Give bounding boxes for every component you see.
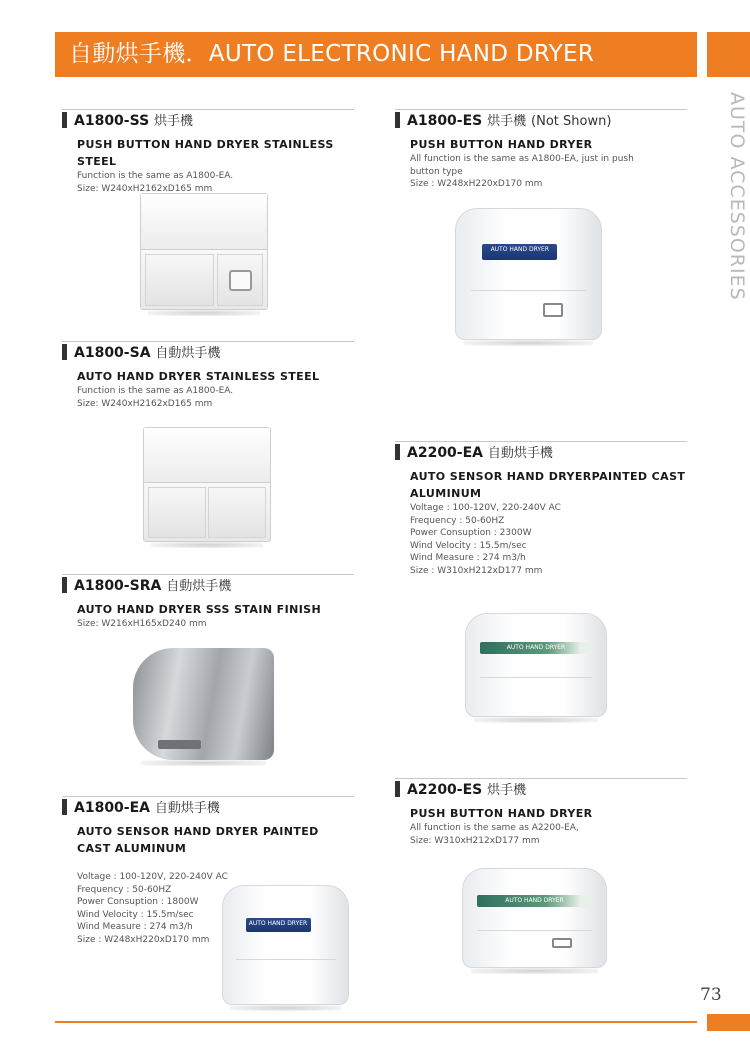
spec-line: Voltage : 100-120V, 220-240V AC	[77, 872, 228, 882]
page-number: 73	[700, 985, 722, 1005]
spec-line: Wind Velocity : 15.5m/sec	[77, 909, 194, 920]
product-code: A2200-EA 自動烘手機	[407, 445, 553, 461]
spec-line: Size : W310xH212xD177 mm	[410, 565, 543, 576]
spec-line: All function is the same as A2200-EA,	[410, 823, 579, 833]
dryer-photo-a1800-ea	[222, 885, 349, 1005]
spec-line: Function is the same as A1800-EA.	[77, 386, 234, 396]
brand-label: AUTO HAND DRYER	[482, 244, 557, 260]
product-code: A1800-SS 烘手機	[74, 113, 194, 129]
product-code: A1800-SRA 自動烘手機	[74, 578, 232, 594]
push-button-icon	[543, 303, 563, 317]
brand-label: AUTO HAND DRYER	[477, 895, 591, 907]
brand-label: AUTO HAND DRYER	[246, 918, 311, 932]
dryer-photo-a1800-es	[455, 208, 602, 340]
header-tab	[707, 32, 750, 77]
product-code: A1800-EA 自動烘手機	[74, 800, 220, 816]
product-a2200-ea	[395, 439, 687, 577]
product-name: AUTO SENSOR HAND DRYER PAINTED CAST ALUMINUM	[77, 825, 319, 855]
spec-line: Wind Measure : 274 m3/h	[410, 553, 526, 563]
product-name: PUSH BUTTON HAND DRYER	[410, 138, 593, 151]
spec-line: Power Consuption : 1800W	[77, 897, 199, 907]
spec-line: Voltage : 100-120V, 220-240V AC	[410, 503, 561, 513]
product-a1800-ss	[62, 107, 354, 195]
product-name: AUTO HAND DRYER STAINLESS STEEL	[77, 370, 320, 383]
dryer-photo-a2200-es	[462, 868, 607, 968]
spec-line: Size: W310xH212xD177 mm	[410, 835, 540, 846]
product-a1800-es	[395, 107, 687, 191]
spec-line: Size: W216xH165xD240 mm	[77, 619, 207, 629]
spec-line: Power Consuption : 2300W	[410, 528, 532, 538]
spec-line: button type	[410, 166, 463, 177]
product-a1800-sa	[62, 339, 354, 410]
dryer-photo-a1800-ss	[140, 193, 268, 310]
product-name: PUSH BUTTON HAND DRYER STAINLESS STEEL	[77, 138, 334, 168]
product-name: PUSH BUTTON HAND DRYER	[410, 807, 593, 820]
push-button-icon	[552, 938, 572, 949]
product-name: AUTO SENSOR HAND DRYERPAINTED CAST ALUMINUM	[410, 470, 686, 500]
spec-line: Size : W248xH220xD170 mm	[410, 179, 543, 189]
product-code: A1800-ES 烘手機 (Not Shown)	[407, 113, 612, 129]
header-title: 自動烘手機．AUTO ELECTRONIC HAND DRYER	[69, 41, 595, 67]
dryer-photo-a1800-sa	[143, 427, 271, 542]
spec-line: Size: W240xH2162xD165 mm	[77, 398, 213, 409]
spec-line: Wind Velocity : 15.5m/sec	[410, 540, 527, 551]
product-a2200-es	[395, 776, 687, 847]
page-header	[55, 32, 697, 77]
spec-line: Function is the same as A1800-EA.	[77, 171, 234, 181]
spec-line: All function is the same as A1800-EA, just in push	[410, 154, 634, 164]
spec-line: Wind Measure : 274 m3/h	[77, 922, 193, 932]
product-a1800-sra	[62, 572, 354, 631]
footer-tab	[707, 1014, 750, 1031]
product-name: AUTO HAND DRYER SSS STAIN FINISH	[77, 603, 322, 616]
dryer-photo-a2200-ea	[465, 613, 607, 717]
brand-label: AUTO HAND DRYER	[480, 642, 592, 654]
spec-line: Size: W240xH2162xD165 mm	[77, 183, 213, 194]
side-section-label: AUTO ACCESSORIES	[726, 92, 748, 301]
dryer-photo-a1800-sra	[133, 648, 274, 760]
spec-line: Frequency : 50-60HZ	[77, 884, 172, 895]
spec-line: Frequency : 50-60HZ	[410, 515, 505, 526]
product-code: A2200-ES 烘手機	[407, 782, 527, 798]
spec-line: Size : W248xH220xD170 mm	[77, 934, 210, 945]
footer-rule	[55, 1021, 697, 1023]
product-code: A1800-SA 自動烘手機	[74, 345, 221, 361]
push-button-icon	[229, 270, 252, 291]
